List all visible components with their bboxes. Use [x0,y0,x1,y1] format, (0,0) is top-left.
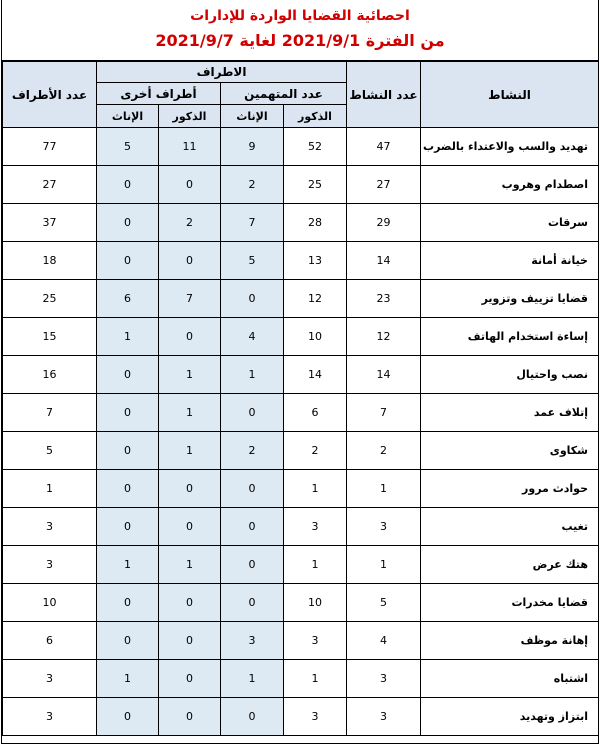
cell-other-females: 1 [97,660,159,698]
cell-other-males: 0 [159,242,221,280]
header-parties: الاطراف [97,62,347,83]
cell-activity: قضايا تزييف وتزوير [421,280,599,318]
cell-accused-females: 2 [221,432,284,470]
cell-accused-males: 14 [284,356,347,394]
cell-other-males: 1 [159,356,221,394]
cell-activity-count: 2 [347,432,421,470]
cell-parties-total: 18 [3,242,97,280]
cell-accused-females: 5 [221,242,284,280]
cell-other-females: 0 [97,584,159,622]
cell-other-females: 0 [97,508,159,546]
cell-activity: تغيب [421,508,599,546]
cell-activity: إساءة استخدام الهاتف [421,318,599,356]
cell-other-females: 6 [97,280,159,318]
cell-accused-males: 52 [284,128,347,166]
cell-accused-females: 0 [221,546,284,584]
cell-accused-females: 3 [221,622,284,660]
cell-activity: تهديد والسب والاعتداء بالضرب [421,128,599,166]
header-row-1 [3,62,599,83]
cell-other-females: 0 [97,356,159,394]
cell-other-females: 5 [97,128,159,166]
cell-activity-count: 3 [347,698,421,736]
report-title: احصائية القضايا الواردة للإدارات [190,8,410,24]
header-other-females: الإناث [97,105,159,128]
cell-activity: اشتباه [421,660,599,698]
table-row [3,432,599,470]
table-row [3,470,599,508]
cell-accused-females: 2 [221,166,284,204]
cell-activity-count: 29 [347,204,421,242]
cell-accused-females: 0 [221,470,284,508]
cell-accused-females: 0 [221,584,284,622]
cell-accused-males: 1 [284,546,347,584]
cell-parties-total: 3 [3,546,97,584]
cell-activity-count: 5 [347,584,421,622]
cell-accused-males: 10 [284,318,347,356]
cell-activity: خيانة أمانة [421,242,599,280]
cell-accused-males: 1 [284,470,347,508]
cell-activity: إتلاف عمد [421,394,599,432]
header-activity: النشاط [421,62,599,128]
cell-accused-males: 2 [284,432,347,470]
cell-accused-females: 7 [221,204,284,242]
cell-other-males: 0 [159,584,221,622]
cell-accused-males: 13 [284,242,347,280]
cell-activity: حوادث مرور [421,470,599,508]
cell-parties-total: 15 [3,318,97,356]
statistics-table [2,61,599,736]
cell-accused-females: 0 [221,508,284,546]
cell-other-females: 0 [97,622,159,660]
header-other-males: الذكور [159,105,221,128]
cell-accused-females: 1 [221,660,284,698]
cell-other-females: 0 [97,432,159,470]
cell-other-males: 0 [159,622,221,660]
cell-parties-total: 16 [3,356,97,394]
cell-other-females: 0 [97,242,159,280]
cell-activity: اصطدام وهروب [421,166,599,204]
table-body [3,128,599,736]
cell-activity-count: 3 [347,660,421,698]
cell-activity-count: 4 [347,622,421,660]
cell-activity-count: 7 [347,394,421,432]
table-row [3,508,599,546]
cell-other-females: 1 [97,546,159,584]
cell-activity-count: 12 [347,318,421,356]
cell-parties-total: 3 [3,698,97,736]
cell-accused-males: 28 [284,204,347,242]
cell-other-males: 1 [159,394,221,432]
cell-accused-males: 12 [284,280,347,318]
cell-other-males: 2 [159,204,221,242]
cell-accused-females: 1 [221,356,284,394]
cell-accused-males: 3 [284,698,347,736]
table-row [3,166,599,204]
header-other-parties: أطراف أخرى [97,83,221,105]
cell-activity: ابتزاز وتهديد [421,698,599,736]
cell-accused-males: 3 [284,508,347,546]
cell-accused-males: 3 [284,622,347,660]
cell-accused-males: 10 [284,584,347,622]
cell-other-males: 0 [159,698,221,736]
statistics-sheet [1,0,599,744]
cell-activity-count: 27 [347,166,421,204]
cell-other-females: 0 [97,470,159,508]
table-row [3,204,599,242]
cell-other-females: 0 [97,394,159,432]
cell-parties-total: 25 [3,280,97,318]
cell-other-males: 0 [159,508,221,546]
cell-other-males: 0 [159,318,221,356]
cell-other-females: 0 [97,698,159,736]
cell-activity: شكاوى [421,432,599,470]
cell-other-males: 0 [159,166,221,204]
table-row [3,698,599,736]
table-row [3,128,599,166]
cell-other-males: 11 [159,128,221,166]
cell-accused-males: 25 [284,166,347,204]
cell-parties-total: 6 [3,622,97,660]
cell-other-females: 0 [97,166,159,204]
header-accused: عدد المتهمين [221,83,347,105]
cell-activity-count: 1 [347,470,421,508]
table-row [3,546,599,584]
cell-parties-total: 1 [3,470,97,508]
cell-activity: نصب واحتيال [421,356,599,394]
header-accused-females: الإناث [221,105,284,128]
cell-accused-males: 6 [284,394,347,432]
cell-other-males: 0 [159,470,221,508]
cell-other-males: 1 [159,546,221,584]
title-block [2,0,598,61]
cell-accused-females: 9 [221,128,284,166]
cell-parties-total: 3 [3,660,97,698]
cell-other-males: 1 [159,432,221,470]
table-row [3,356,599,394]
cell-activity: قضايا مخدرات [421,584,599,622]
table-row [3,584,599,622]
header-parties-total: عدد الأطراف [3,62,97,128]
cell-accused-females: 0 [221,280,284,318]
cell-parties-total: 10 [3,584,97,622]
table-row [3,394,599,432]
cell-other-females: 0 [97,204,159,242]
table-row [3,660,599,698]
cell-parties-total: 27 [3,166,97,204]
cell-activity-count: 1 [347,546,421,584]
table-row [3,622,599,660]
cell-parties-total: 7 [3,394,97,432]
table-row [3,318,599,356]
cell-parties-total: 5 [3,432,97,470]
cell-activity-count: 14 [347,356,421,394]
cell-parties-total: 3 [3,508,97,546]
cell-activity-count: 47 [347,128,421,166]
cell-activity-count: 14 [347,242,421,280]
cell-activity-count: 23 [347,280,421,318]
cell-parties-total: 37 [3,204,97,242]
cell-other-males: 0 [159,660,221,698]
table-row [3,242,599,280]
cell-accused-females: 0 [221,394,284,432]
cell-accused-females: 4 [221,318,284,356]
cell-parties-total: 77 [3,128,97,166]
cell-other-females: 1 [97,318,159,356]
cell-activity: إهانة موظف [421,622,599,660]
cell-activity: هتك عرض [421,546,599,584]
cell-other-males: 7 [159,280,221,318]
cell-accused-females: 0 [221,698,284,736]
table-row [3,280,599,318]
cell-accused-males: 1 [284,660,347,698]
cell-activity: سرقات [421,204,599,242]
cell-activity-count: 3 [347,508,421,546]
report-period: من الفترة 2021/9/1 لغاية 2021/9/7 [155,31,445,50]
header-activity-count: عدد النشاط [347,62,421,128]
header-accused-males: الذكور [284,105,347,128]
